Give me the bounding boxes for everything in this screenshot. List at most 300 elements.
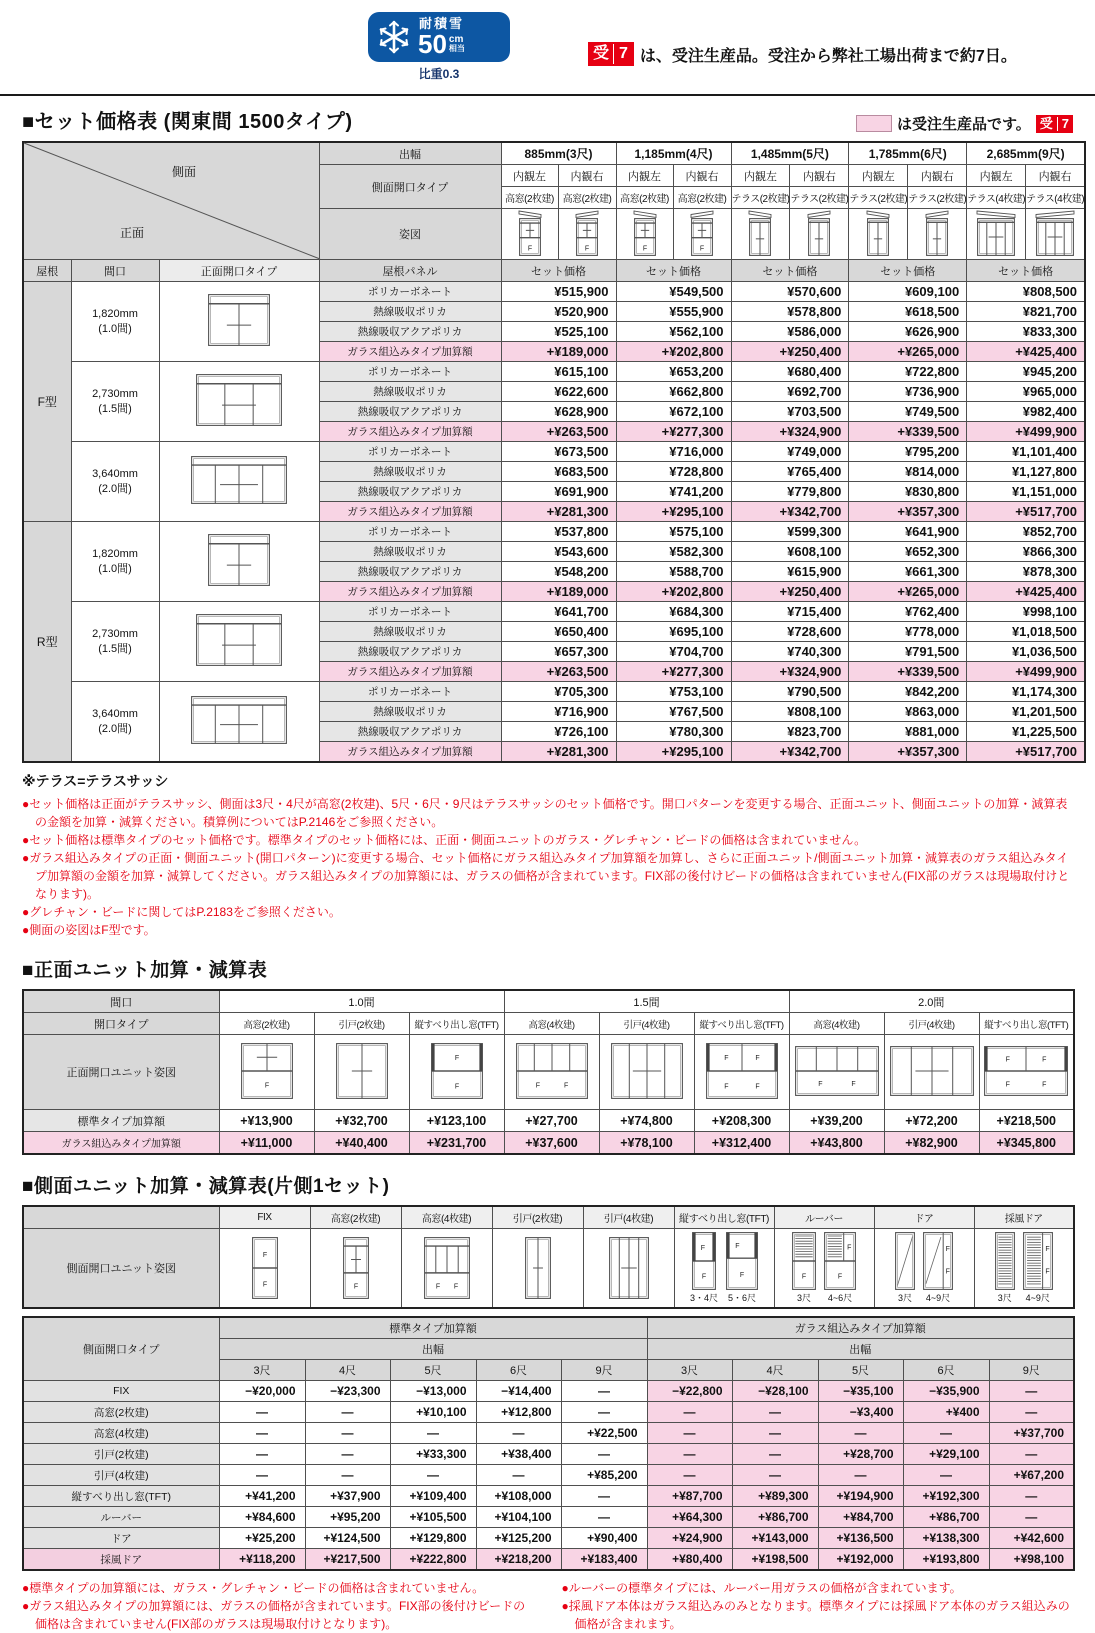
glass-price-cell: +¥64,300 <box>647 1507 732 1528</box>
side-unit-diagram <box>824 1232 856 1290</box>
glass-price-cell: +¥192,300 <box>903 1486 989 1507</box>
side-open-type-header: 側面開口タイプ <box>319 165 501 209</box>
figure-cell <box>694 1035 789 1110</box>
std-price-cell: — <box>561 1507 647 1528</box>
svg-text:F: F <box>801 1273 807 1281</box>
corner-side-label: 側面 <box>172 165 197 179</box>
set-price-cell: +¥425,400 <box>967 342 1085 362</box>
set-price-cell: +¥499,900 <box>967 662 1085 682</box>
set-price-cell: +¥265,000 <box>849 582 967 602</box>
figure-cell <box>219 1229 310 1309</box>
set-price-cell: ¥588,700 <box>616 562 731 582</box>
front-unit-diagram <box>706 1043 778 1099</box>
figure-cell <box>310 1229 401 1309</box>
snow-load-unit: cm <box>448 34 464 45</box>
figure-caption: 3・4尺 <box>689 1293 718 1303</box>
open-type-cell: 引戸(4枚建) <box>599 1013 694 1035</box>
glass-price-cell: +¥138,300 <box>903 1528 989 1549</box>
elevation-diagram-right <box>926 210 948 256</box>
std-price-cell: +¥33,300 <box>390 1444 476 1465</box>
set-price-cell: ¥982,400 <box>967 402 1085 422</box>
std-price-cell: +¥109,400 <box>390 1486 476 1507</box>
set-price-cell: ¥821,700 <box>967 302 1085 322</box>
set-price-cell: ¥641,900 <box>849 522 967 542</box>
glass-price-cell: — <box>989 1381 1074 1402</box>
std-price-cell: — <box>219 1423 305 1444</box>
set-price-cell: ¥570,600 <box>731 282 849 302</box>
set-price-header: セット価格 <box>616 260 731 282</box>
glass-price-cell: — <box>989 1486 1074 1507</box>
pink-swatch <box>856 115 892 132</box>
depth-size-header: 1,185mm(4尺) <box>616 142 731 165</box>
side-unit-diagram <box>995 1232 1015 1290</box>
span-size-label: 1,820mm (1.0間) <box>71 522 159 602</box>
std-price-cell: +¥90,400 <box>561 1528 647 1549</box>
set-price-cell: ¥1,151,000 <box>967 482 1085 502</box>
order-badge: 受 7 <box>588 42 634 66</box>
side-unit-figure-table <box>22 1205 1075 1309</box>
glass-price-cell: — <box>647 1465 732 1486</box>
side-type-header: 引戸(4枚建) <box>583 1206 674 1229</box>
set-price-cell: ¥740,300 <box>731 642 849 662</box>
set-price-cell: +¥357,300 <box>849 742 967 763</box>
set-price-cell: ¥673,500 <box>501 442 616 462</box>
set-price-cell: +¥295,100 <box>616 742 731 763</box>
elevation-diagram-right <box>1036 210 1074 256</box>
svg-text:F: F <box>527 245 532 253</box>
roof-panel-label: ポリカーボネート <box>319 602 501 622</box>
svg-text:F: F <box>701 1273 707 1281</box>
set-price-cell: ¥779,800 <box>731 482 849 502</box>
figure-cell <box>774 1229 874 1309</box>
open-type-cell: 縦すべり出し窓(TFT) <box>979 1013 1074 1035</box>
std-price-cell: +¥95,200 <box>305 1507 390 1528</box>
side-unit-price-table <box>22 1316 1075 1571</box>
set-price-cell: ¥680,400 <box>731 362 849 382</box>
glass-price-cell: +¥80,400 <box>647 1549 732 1571</box>
roof-panel-label: 熱線吸収ポリカ <box>319 542 501 562</box>
view-header: 内観左 <box>967 165 1026 187</box>
std-price-cell: +¥183,400 <box>561 1549 647 1571</box>
std-price-cell: −¥14,400 <box>476 1381 561 1402</box>
std-add-cell: +¥218,500 <box>979 1110 1074 1132</box>
set-price-cell: ¥628,900 <box>501 402 616 422</box>
svg-text:F: F <box>754 1082 760 1090</box>
svg-text:F: F <box>1005 1055 1011 1063</box>
front-unit-diagram <box>336 1043 388 1099</box>
side-type-row-label: 高窓(2枚建) <box>23 1402 219 1423</box>
roof-panel-label: ガラス組込みタイプ加算額 <box>319 582 501 602</box>
glass-add-cell: +¥43,800 <box>789 1132 884 1155</box>
svg-text:F: F <box>563 1082 568 1090</box>
figure-header: 側面開口ユニット姿図 <box>23 1229 219 1309</box>
set-price-header: セット価格 <box>501 260 616 282</box>
svg-text:F: F <box>837 1273 843 1281</box>
roof-panel-label: 熱線吸収アクアポリカ <box>319 722 501 742</box>
glass-add-label: ガラス組込みタイプ加算額 <box>23 1132 219 1155</box>
svg-text:F: F <box>454 1054 459 1062</box>
front-elevation-diagram <box>208 534 270 586</box>
front-elevation-cell <box>159 442 319 522</box>
std-price-cell: — <box>219 1402 305 1423</box>
diagonal-line <box>24 143 320 259</box>
set-price-cell: +¥342,700 <box>731 742 849 763</box>
terrace-note: ※テラス=テラスサッシ <box>22 773 169 789</box>
view-header: 内観左 <box>616 165 673 187</box>
set-price-cell: ¥878,300 <box>967 562 1085 582</box>
glass-price-cell: +¥400 <box>903 1402 989 1423</box>
set-price-cell: ¥780,300 <box>616 722 731 742</box>
set-price-cell: ¥704,700 <box>616 642 731 662</box>
set-price-cell: +¥499,900 <box>967 422 1085 442</box>
glass-price-cell: −¥3,400 <box>818 1402 903 1423</box>
side-open-type-label: 側面開口タイプ <box>23 1317 219 1381</box>
roof-type-label: F型 <box>23 282 71 522</box>
side-type-row-label: ドア <box>23 1528 219 1549</box>
figure-cell <box>558 209 616 260</box>
svg-text:F: F <box>1045 1246 1050 1254</box>
figure-cell <box>849 209 908 260</box>
set-price-cell: ¥549,500 <box>616 282 731 302</box>
set-price-cell: +¥250,400 <box>731 342 849 362</box>
set-price-cell: ¥778,000 <box>849 622 967 642</box>
glass-price-cell: +¥42,600 <box>989 1528 1074 1549</box>
set-price-cell: ¥753,100 <box>616 682 731 702</box>
glass-price-cell: +¥87,700 <box>647 1486 732 1507</box>
side-sash-type-header: テラス(2枚建) <box>731 187 790 209</box>
roof-type-label: R型 <box>23 522 71 763</box>
std-add-cell: +¥27,700 <box>504 1110 599 1132</box>
svg-text:F: F <box>850 1080 856 1088</box>
front-unit-diagram <box>984 1046 1068 1096</box>
set-price-cell: +¥265,000 <box>849 342 967 362</box>
figure-cell <box>874 1229 974 1309</box>
svg-text:F: F <box>817 1080 823 1088</box>
std-price-cell: +¥124,500 <box>305 1528 390 1549</box>
snow-load-block <box>368 12 510 82</box>
set-price-cell: ¥814,000 <box>849 462 967 482</box>
roof-panel-label: ポリカーボネート <box>319 362 501 382</box>
std-price-cell: +¥129,800 <box>390 1528 476 1549</box>
corner-cell <box>23 142 319 260</box>
side-sash-type-header: テラス(4枚建) <box>1026 187 1085 209</box>
open-type-cell: 縦すべり出し窓(TFT) <box>694 1013 789 1035</box>
side-unit-diagram <box>726 1232 758 1290</box>
std-price-cell: — <box>305 1465 390 1486</box>
glass-add-cell: +¥11,000 <box>219 1132 314 1155</box>
side-sash-type-header: 高窓(2枚建) <box>673 187 731 209</box>
depth-size-header: 3尺 <box>219 1360 305 1381</box>
elevation-diagram-right <box>808 210 830 256</box>
set-price-cell: ¥830,800 <box>849 482 967 502</box>
roof-panel-label: 熱線吸収アクアポリカ <box>319 402 501 422</box>
glass-price-cell: — <box>647 1402 732 1423</box>
set-price-cell: +¥189,000 <box>501 582 616 602</box>
roof-panel-label: 熱線吸収アクアポリカ <box>319 642 501 662</box>
std-price-cell: — <box>561 1381 647 1402</box>
note-line: ●グレチャン・ビードに関してはP.2183をご参照ください。 <box>22 905 341 919</box>
side-type-header: 引戸(2枚建) <box>492 1206 583 1229</box>
corner-front-label: 正面 <box>120 226 145 240</box>
figure-cell <box>401 1229 492 1309</box>
side-type-row-label: 縦すべり出し窓(TFT) <box>23 1486 219 1507</box>
roof-panel-label: 熱線吸収ポリカ <box>319 622 501 642</box>
std-price-cell: +¥85,200 <box>561 1465 647 1486</box>
depth-header: 出幅 <box>647 1339 1074 1360</box>
side-unit-diagram <box>792 1232 816 1290</box>
depth-size-header: 885mm(3尺) <box>501 142 616 165</box>
svg-text:F: F <box>435 1283 440 1291</box>
svg-text:F: F <box>723 1054 729 1062</box>
depth-size-header: 5尺 <box>818 1360 903 1381</box>
std-price-cell: +¥22,500 <box>561 1423 647 1444</box>
figure-caption: 3尺 <box>897 1293 912 1303</box>
front-unit-diagram <box>516 1043 588 1099</box>
std-price-cell: — <box>390 1465 476 1486</box>
set-price-table <box>22 141 1086 763</box>
std-price-cell: +¥37,900 <box>305 1486 390 1507</box>
set-price-cell: ¥548,200 <box>501 562 616 582</box>
set-price-cell: +¥202,800 <box>616 342 731 362</box>
glass-price-cell: +¥67,200 <box>989 1465 1074 1486</box>
set-price-cell: ¥1,018,500 <box>967 622 1085 642</box>
set-price-cell: ¥609,100 <box>849 282 967 302</box>
set-price-cell: ¥615,900 <box>731 562 849 582</box>
side-sash-type-header: 高窓(2枚建) <box>558 187 616 209</box>
glass-price-cell: — <box>818 1423 903 1444</box>
section-title-set-price: ■セット価格表 (関東間 1500タイプ) <box>22 111 353 133</box>
set-price-cell: ¥661,300 <box>849 562 967 582</box>
std-price-cell: −¥13,000 <box>390 1381 476 1402</box>
figure-header: 姿図 <box>319 209 501 260</box>
glass-add-cell: +¥231,700 <box>409 1132 504 1155</box>
side-sash-type-header: テラス(2枚建) <box>849 187 908 209</box>
depth-size-header: 2,685mm(9尺) <box>967 142 1085 165</box>
note-line: ●標準タイプの加算額には、ガラス・グレチャン・ビードの価格は含まれていません。 <box>22 1581 485 1595</box>
std-price-cell: +¥41,200 <box>219 1486 305 1507</box>
front-unit-diagram <box>890 1046 974 1096</box>
set-price-cell: ¥1,225,500 <box>967 722 1085 742</box>
set-price-cell: ¥608,100 <box>731 542 849 562</box>
elevation-diagram-left <box>867 210 889 256</box>
side-unit-diagram <box>923 1232 953 1290</box>
glass-price-cell: — <box>903 1423 989 1444</box>
open-type-cell: 縦すべり出し窓(TFT) <box>409 1013 504 1035</box>
glass-add-header: ガラス組込みタイプ加算額 <box>647 1317 1074 1339</box>
glass-price-cell: +¥194,900 <box>818 1486 903 1507</box>
set-price-cell: +¥277,300 <box>616 662 731 682</box>
set-price-cell: ¥562,100 <box>616 322 731 342</box>
set-price-cell: +¥517,700 <box>967 742 1085 763</box>
front-unit-diagram <box>795 1046 879 1096</box>
set-price-cell: ¥520,900 <box>501 302 616 322</box>
figure-cell <box>884 1035 979 1110</box>
section-title-side-unit: ■側面ユニット加算・減算表(片側1セット) <box>22 1176 390 1197</box>
side-unit-diagram <box>343 1237 369 1299</box>
note-line: ●セット価格は正面がテラスサッシ、側面は3尺・4尺が高窓(2枚建)、5尺・6尺・9尺はテラスサッシのセット価格です。開口パターンを変更する場合、正面ユニット、側面ユニットの加算・減算表の金額を加算・減算ください。積算例についてはP.2146をご参照ください。 <box>22 797 1068 829</box>
glass-add-cell: +¥78,100 <box>599 1132 694 1155</box>
svg-text:F: F <box>723 1082 729 1090</box>
set-price-cell: ¥653,200 <box>616 362 731 382</box>
set-price-cell: ¥791,500 <box>849 642 967 662</box>
note-line: ●ガラス組込みタイプの正面・側面ユニット(開口パターン)に変更する場合、セット価格にガラス組込みタイプ加算額を加算し、さらに正面ユニット/側面ユニット加算・減算表のガラス組込みタイプ加算額の金額を加算・減算してください。ガラス組込みタイプの加算額には、ガラスの価格が含まれています。FIX部の後付けビードの価格は含まれていません(FIX部のガラスは現場取付けとなります)。 <box>22 851 1070 901</box>
front-unit-diagram <box>241 1043 293 1099</box>
figure-cell <box>731 209 790 260</box>
roof-panel-label: ポリカーボネート <box>319 282 501 302</box>
front-unit-diagram <box>431 1043 483 1099</box>
set-price-cell: ¥672,100 <box>616 402 731 422</box>
side-sash-type-header: テラス(4枚建) <box>967 187 1026 209</box>
glass-add-cell: +¥40,400 <box>314 1132 409 1155</box>
front-elevation-diagram <box>196 614 282 666</box>
side-sash-type-header: テラス(2枚建) <box>908 187 967 209</box>
figure-cell <box>501 209 558 260</box>
glass-price-cell: +¥84,700 <box>818 1507 903 1528</box>
set-price-cell: ¥622,600 <box>501 382 616 402</box>
set-price-cell: ¥615,100 <box>501 362 616 382</box>
set-price-cell: ¥582,300 <box>616 542 731 562</box>
figure-cell <box>314 1035 409 1110</box>
glass-add-cell: +¥312,400 <box>694 1132 789 1155</box>
note-line: ●セット価格は標準タイプのセット価格です。標準タイプのセット価格には、正面・側面ユニットのガラス・グレチャン・ビードの価格は含まれていません。 <box>22 833 867 847</box>
depth-header: 出幅 <box>319 142 501 165</box>
figure-cell <box>219 1035 314 1110</box>
side-sash-type-header: 高窓(2枚建) <box>501 187 558 209</box>
front-unit-diagram <box>611 1043 683 1099</box>
side-unit-diagram <box>252 1237 278 1299</box>
svg-text:F: F <box>584 245 590 253</box>
span-size-header: 2.0間 <box>789 990 1074 1013</box>
std-add-cell: +¥74,800 <box>599 1110 694 1132</box>
svg-text:F: F <box>1005 1081 1011 1089</box>
glass-price-cell: +¥29,100 <box>903 1444 989 1465</box>
glass-price-cell: −¥35,900 <box>903 1381 989 1402</box>
svg-text:F: F <box>262 1281 267 1289</box>
span-size-header: 1.0間 <box>219 990 504 1013</box>
std-price-cell: — <box>305 1423 390 1444</box>
set-price-cell: ¥823,700 <box>731 722 849 742</box>
set-price-cell: ¥722,800 <box>849 362 967 382</box>
std-price-cell: — <box>219 1465 305 1486</box>
set-price-cell: ¥691,900 <box>501 482 616 502</box>
figure-caption: 5・6尺 <box>727 1293 756 1303</box>
set-price-cell: ¥736,900 <box>849 382 967 402</box>
pink-legend <box>856 113 1073 134</box>
side-unit-diagram <box>1023 1232 1053 1290</box>
side-type-row-label: 高窓(4枚建) <box>23 1423 219 1444</box>
side-unit-diagram <box>895 1232 915 1290</box>
side-type-row-label: 採風ドア <box>23 1549 219 1571</box>
side-sash-type-header: 高窓(2枚建) <box>616 187 673 209</box>
glass-price-cell: — <box>903 1465 989 1486</box>
order-production-note <box>588 42 1017 66</box>
snow-load-label: 耐積雪 <box>418 16 464 31</box>
glass-price-cell: — <box>989 1444 1074 1465</box>
glass-price-cell: +¥86,700 <box>903 1507 989 1528</box>
set-price-cell: ¥716,000 <box>616 442 731 462</box>
set-price-cell: ¥741,200 <box>616 482 731 502</box>
set-price-cell: ¥599,300 <box>731 522 849 542</box>
elevation-diagram-right <box>691 210 713 256</box>
set-price-cell: ¥749,000 <box>731 442 849 462</box>
figure-cell <box>504 1035 599 1110</box>
side-type-header: 採風ドア <box>974 1206 1074 1229</box>
set-price-cell: +¥189,000 <box>501 342 616 362</box>
set-price-cell: ¥716,900 <box>501 702 616 722</box>
set-price-header: セット価格 <box>849 260 967 282</box>
svg-text:F: F <box>1045 1268 1050 1276</box>
glass-add-cell: +¥82,900 <box>884 1132 979 1155</box>
set-price-cell: ¥555,900 <box>616 302 731 322</box>
svg-text:F: F <box>699 245 705 253</box>
view-header: 内観左 <box>849 165 908 187</box>
std-price-cell: — <box>219 1444 305 1465</box>
view-header: 内観左 <box>501 165 558 187</box>
glass-price-cell: +¥86,700 <box>732 1507 818 1528</box>
svg-text:F: F <box>945 1246 950 1254</box>
set-price-cell: ¥543,600 <box>501 542 616 562</box>
set-price-cell: ¥1,201,500 <box>967 702 1085 722</box>
roof-panel-label: ガラス組込みタイプ加算額 <box>319 502 501 522</box>
figure-cell <box>979 1035 1074 1110</box>
depth-size-header: 1,785mm(6尺) <box>849 142 967 165</box>
svg-text:F: F <box>700 1244 705 1252</box>
set-price-cell: ¥662,800 <box>616 382 731 402</box>
set-price-cell: +¥342,700 <box>731 502 849 522</box>
side-type-header: 高窓(2枚建) <box>310 1206 401 1229</box>
std-price-cell: — <box>561 1402 647 1423</box>
set-price-cell: ¥1,036,500 <box>967 642 1085 662</box>
elevation-diagram-left <box>634 210 656 256</box>
set-price-cell: +¥324,900 <box>731 422 849 442</box>
glass-price-cell: +¥198,500 <box>732 1549 818 1571</box>
depth-size-header: 5尺 <box>390 1360 476 1381</box>
snow-load-value: 50 <box>418 29 447 59</box>
std-price-cell: +¥108,000 <box>476 1486 561 1507</box>
side-notes-left <box>22 1579 534 1633</box>
order-badge-small: 受 7 <box>1036 115 1073 133</box>
std-price-cell: — <box>561 1486 647 1507</box>
span-size-label: 3,640mm (2.0間) <box>71 682 159 763</box>
set-price-cell: +¥250,400 <box>731 582 849 602</box>
glass-price-cell: +¥193,800 <box>903 1549 989 1571</box>
set-price-cell: ¥626,900 <box>849 322 967 342</box>
view-header: 内観右 <box>1026 165 1085 187</box>
elevation-diagram-right <box>576 210 598 256</box>
svg-text:F: F <box>454 1082 459 1090</box>
open-type-cell: 引戸(2枚建) <box>314 1013 409 1035</box>
span-size-label: 2,730mm (1.5間) <box>71 602 159 682</box>
std-add-header: 標準タイプ加算額 <box>219 1317 647 1339</box>
set-price-cell: ¥998,100 <box>967 602 1085 622</box>
roof-panel-label: 熱線吸収アクアポリカ <box>319 482 501 502</box>
snow-load-badge <box>368 12 510 62</box>
figure-cell <box>599 1035 694 1110</box>
set-price-header: セット価格 <box>967 260 1085 282</box>
glass-add-cell: +¥37,600 <box>504 1132 599 1155</box>
note-line: ●ガラス組込みタイプの加算額には、ガラスの価格が含まれています。FIX部の後付けビードの価格は含まれていません(FIX部のガラスは現場取付けとなります)。 <box>22 1599 526 1631</box>
section-title-front-unit: ■正面ユニット加算・減算表 <box>22 960 268 981</box>
glass-price-cell: — <box>989 1507 1074 1528</box>
set-price-cell: ¥641,700 <box>501 602 616 622</box>
side-type-header: ルーバー <box>774 1206 874 1229</box>
roof-panel-label: ガラス組込みタイプ加算額 <box>319 742 501 763</box>
set-price-cell: ¥795,200 <box>849 442 967 462</box>
depth-size-header: 1,485mm(5尺) <box>731 142 849 165</box>
set-price-cell: ¥657,300 <box>501 642 616 662</box>
std-price-cell: +¥12,800 <box>476 1402 561 1423</box>
svg-text:F: F <box>945 1268 950 1276</box>
